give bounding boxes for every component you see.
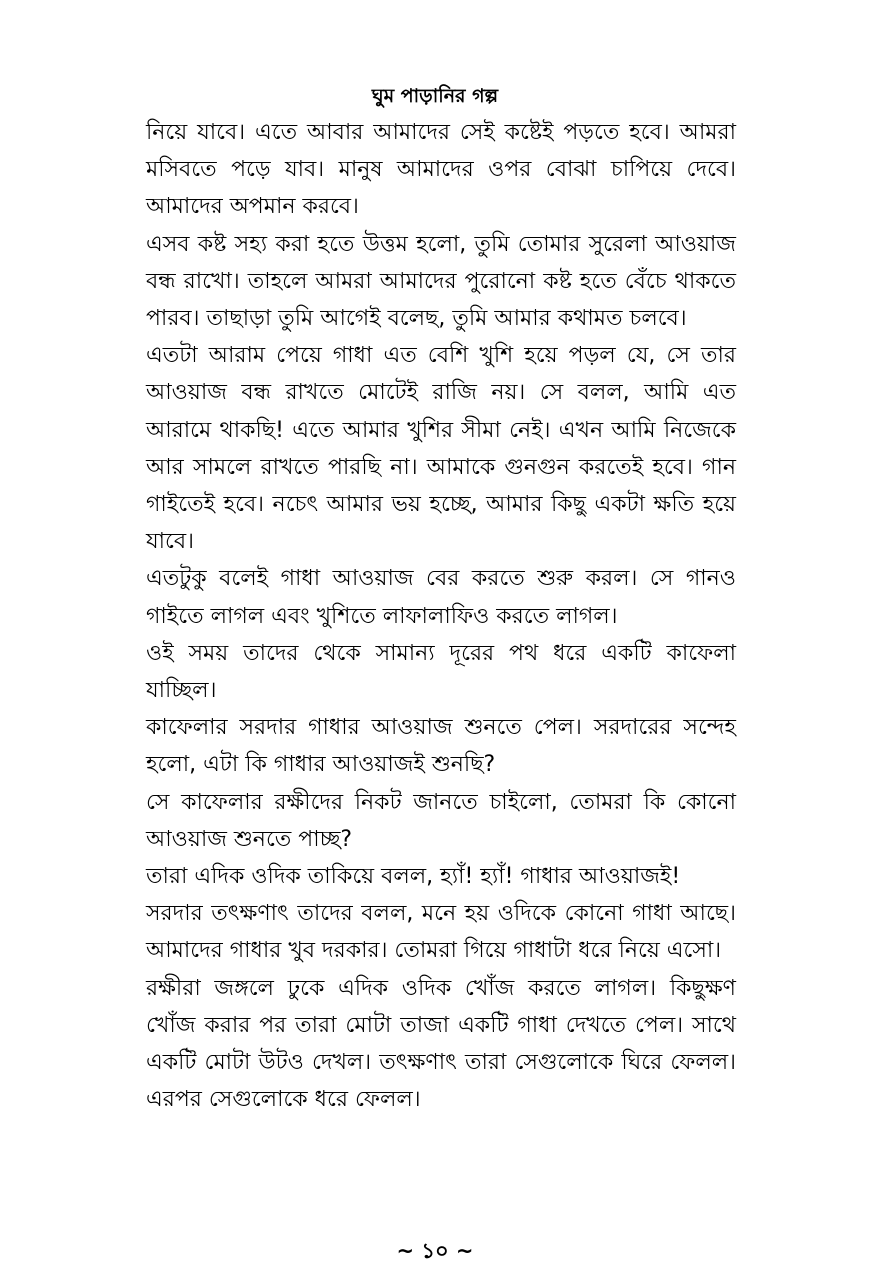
paragraph: ওই সময় তাদের থেকে সামান্য দূরের পথ ধরে একটি কাফেলা যাচ্ছিল। — [146, 640, 736, 704]
running-header: ঘুম পাড়ানির গল্প — [371, 85, 499, 107]
story-body — [146, 114, 736, 1118]
paragraph: রক্ষীরা জঙ্গলে ঢুকে এদিক ওদিক খোঁজ করতে লাগল। কিছুক্ষণ খোঁজ করার পর তারা মোটা তাজা একটি গাধা দেখতে পেল। সাথে একটি মোটা উটও দেখল। তৎক্ষণাৎ তারা সেগুলোকে ঘিরে ফেলল। এরপর সেগুলোকে ধরে ফেলল। — [146, 975, 736, 1113]
paragraph: এসব কষ্ট সহ্য করা হতে উত্তম হলো, তুমি তোমার সুরেলা আওয়াজ বন্ধ রাখো। তাহলে আমরা আমাদের পুরোনো কষ্ট হতে বেঁচে থাকতে পারব। তাছাড়া তুমি আগেই বলেছ, তুমি আমার কথামত চলবে। — [146, 231, 736, 332]
paragraph: এতটুকু বলেই গাধা আওয়াজ বের করতে শুরু করল। সে গানও গাইতে লাগল এবং খুশিতে লাফালাফিও করতে লাগল। — [146, 566, 736, 629]
page-number: ~ ১০ ~ — [396, 1239, 474, 1263]
paragraph: এতটা আরাম পেয়ে গাধা এত বেশি খুশি হয়ে পড়ল যে, সে তার আওয়াজ বন্ধ রাখতে মোটেই রাজি নয়। সে বলল, আমি এত আরামে থাকছি! এতে আমার খুশির সীমা নেই। এখন আমি নিজেকে আর সামলে রাখতে পারছি না। আমাকে গুনগুন করতেই হবে। গান গাইতেই হবে। নচেৎ আমার ভয় হচ্ছে, আমার কিছু একটা ক্ষতি হয়ে যাবে। — [146, 343, 736, 555]
paragraph: তারা এদিক ওদিক তাকিয়ে বলল, হ্যাঁ! হ্যাঁ! গাধার আওয়াজই! — [146, 864, 681, 890]
paragraph: সরদার তৎক্ষণাৎ তাদের বলল, মনে হয় ওদিকে কোনো গাধা আছে। আমাদের গাধার খুব দরকার। তোমরা গিয়ে গাধাটা ধরে নিয়ে এসো। — [146, 901, 736, 964]
paragraph: কাফেলার সরদার গাধার আওয়াজ শুনতে পেল। সরদারের সন্দেহ হলো, এটা কি গাধার আওয়াজই শুনছি? — [146, 715, 736, 778]
paragraph: নিয়ে যাবে। এতে আবার আমাদের সেই কষ্টেই পড়তে হবে। আমরা মসিবতে পড়ে যাব। মানুষ আমাদের ওপর বোঝা চাপিয়ে দেবে। আমাদের অপমান করবে। — [146, 120, 736, 220]
paragraph: সে কাফেলার রক্ষীদের নিকট জানতে চাইলো, তোমরা কি কোনো আওয়াজ শুনতে পাচ্ছ? — [146, 789, 736, 852]
